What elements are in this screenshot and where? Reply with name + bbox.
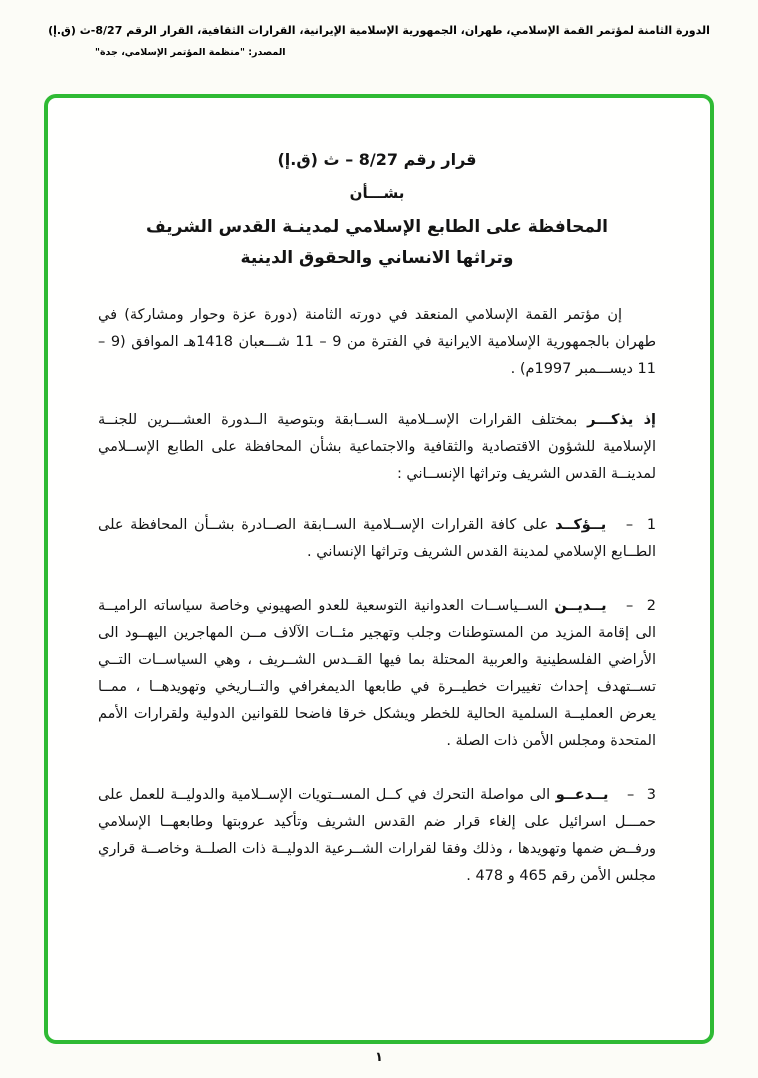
item-dash: – xyxy=(625,517,634,533)
resolution-number-title: قرار رقم 8/27 – ث (ق.إ) xyxy=(277,150,477,169)
item-text: على كافة القرارات الإســلامية الســابقة الصــادرة بشــأن المحافظة على الطــابع الإسلامي لمدينة القدس الشريف وتراثها الإنساني . xyxy=(98,517,656,560)
resolution-subject-line1: المحافظة على الطابع الإسلامي لمدينـة القدس الشريف xyxy=(146,217,608,237)
item-number: 3 xyxy=(646,787,657,803)
item-dash: – xyxy=(626,787,635,803)
item-lead: يــؤكــد xyxy=(555,517,607,533)
resolution-item-3 xyxy=(98,782,656,890)
item-lead: يــدعــو xyxy=(555,787,609,803)
document-header xyxy=(0,24,758,58)
item-number: 1 xyxy=(646,517,657,533)
green-document-frame xyxy=(44,94,714,1044)
header-source xyxy=(95,47,286,58)
source-value: "منظمة المؤتمر الإسلامي، جدة" xyxy=(95,47,245,58)
document-body xyxy=(98,150,656,917)
resolution-titles xyxy=(98,150,656,268)
header-citation: الدورة الثامنة لمؤتمر القمة الإسلامي، طهران، الجمهورية الإسلامية الإيرانية، القرارات الثقافية، القرار الرقم 8/27-ث (ق.إ) xyxy=(48,24,710,37)
recalling-text: بمختلف القرارات الإســلامية الســابقة وبتوصية الــدورة العشـــرين للجنــة الإسلامية للشؤون الاقتصادية والثقافية والاجتماعية بشأن المحافظة على الطابع الإســلامي لمدينــة القدس الشريف وتراثها الإنســاني : xyxy=(98,412,656,482)
resolution-subject-line2: وتراثها الانساني والحقوق الدينية xyxy=(240,248,514,268)
recalling-paragraph xyxy=(98,407,656,488)
item-number: 2 xyxy=(646,598,657,614)
item-dash: – xyxy=(626,598,634,614)
item-text: الســياســات العدوانية التوسعية للعدو الصهيوني وخاصة سياساته الراميــة الى إقامة المزيد من المستوطنات وجلب وتهجير مئــات الآلاف مــن المهاجرين اليهــود الى الأراضي الفلسطينية والعربية المحتلة بما فيها القــدس الشــريف ، وهي السياســات التــي تســتهدف إحداث تغييرات خطيــرة في طابعها الديمغرافي والتــاريخي وتهويدهــا ، ممــا يعرض العمليــة السلمية الحالية للخطر ويشكل خرقا فاضحا للقوانين الدولية ولقرارات الأمم المتحدة ومجلس الأمن ذات الصلة . xyxy=(98,598,656,749)
preamble-paragraph: إن مؤتمر القمة الإسلامي المنعقد في دورته الثامنة (دورة عزة وحوار ومشاركة) في طهران بالجمهورية الإسلامية الايرانية في الفترة من 9 – 11 شـــعبان 1418هـ الموافق (9 – 11 ديســـمبر 1997م) . xyxy=(98,307,656,377)
recalling-lead: إذ يذكـــر xyxy=(587,412,656,428)
resolution-item-1 xyxy=(98,512,656,566)
resolution-item-2 xyxy=(98,593,656,755)
item-lead: يــديــن xyxy=(554,598,607,614)
page-number: ١ xyxy=(375,1050,383,1065)
item-text: الى مواصلة التحرك في كــل المســتويات الإســلامية والدوليــة للعمل على حمـــل اسرائيل على إلغاء قرار ضم القدس الشريف وتأكيد عروبتها وطابعهــا الإسلامي ورفــض ضمها وتهويدها ، وذلك وفقا لقرارات الشــرعية الدوليــة ذات الصلــة وخاصــة قراري مجلس الأمن رقم 465 و 478 . xyxy=(98,787,656,884)
source-label: المصدر: xyxy=(248,47,286,58)
resolution-regarding-label: بشـــأن xyxy=(349,184,405,202)
